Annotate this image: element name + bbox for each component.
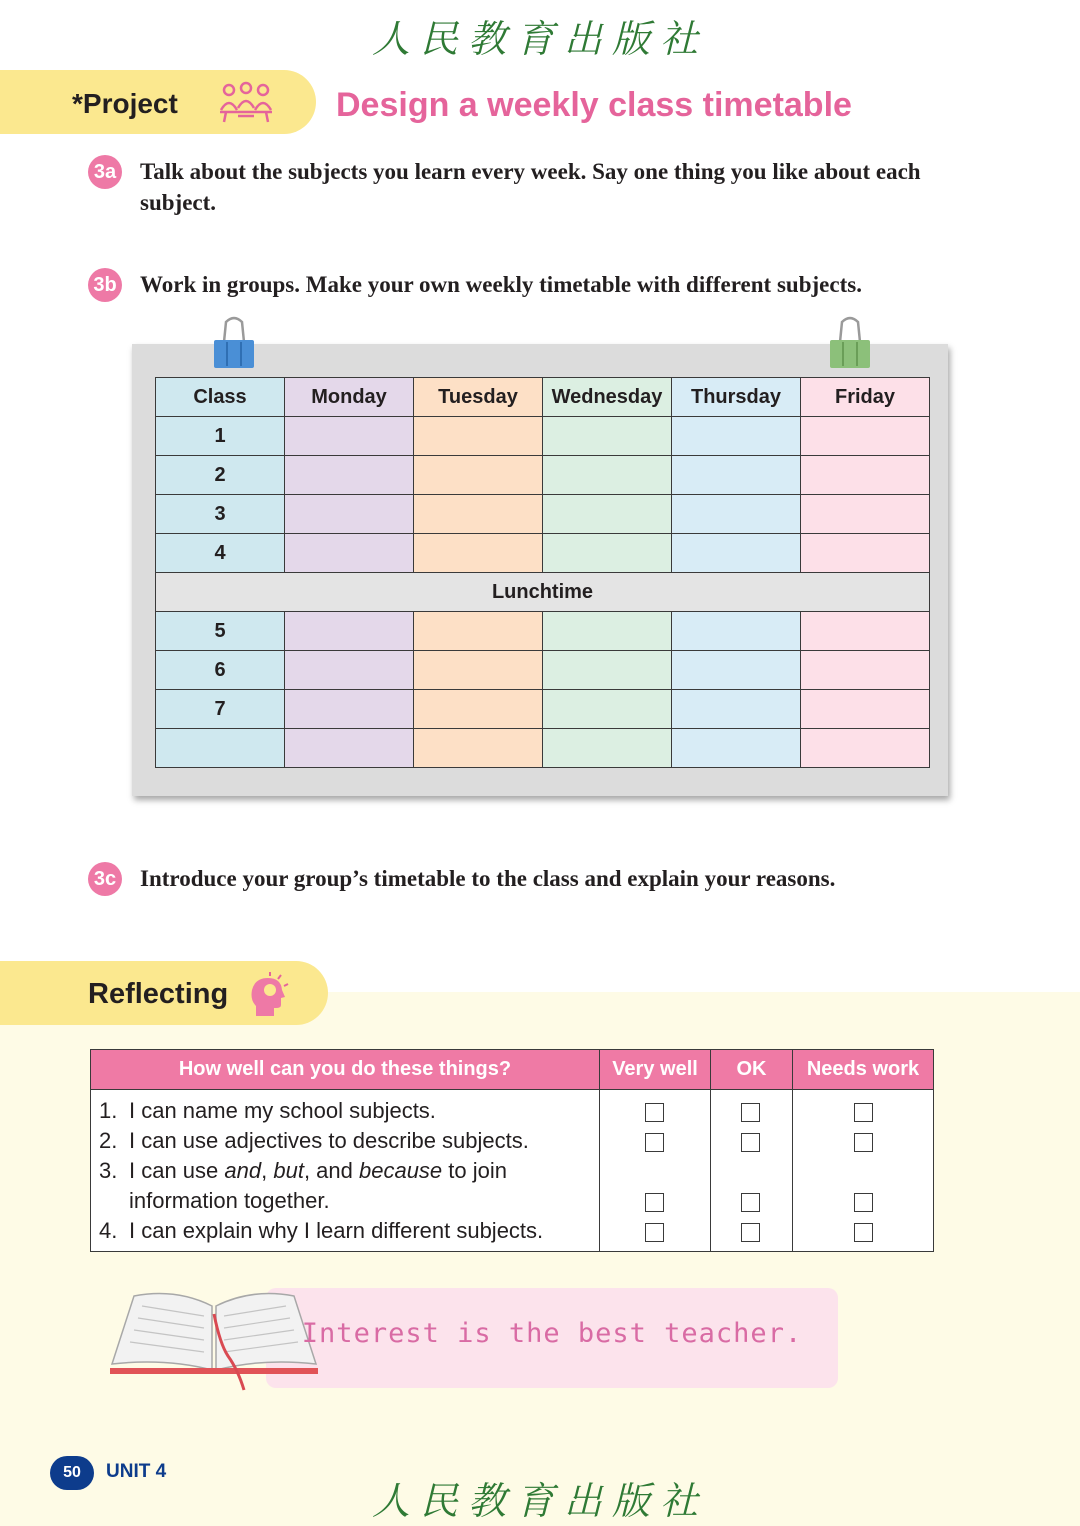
reflecting-label: Reflecting: [88, 978, 229, 1010]
timetable-cell[interactable]: [285, 456, 414, 495]
header-thursday: Thursday: [672, 378, 801, 417]
list-item: [99, 1216, 599, 1246]
header-monday: Monday: [285, 378, 414, 417]
timetable-cell[interactable]: [543, 456, 672, 495]
timetable: [155, 377, 930, 768]
ok-column: [711, 1090, 793, 1252]
timetable-cell[interactable]: [543, 417, 672, 456]
header-needs-work: Needs work: [793, 1050, 934, 1090]
item-text-part: , and: [303, 1158, 359, 1183]
table-row: [156, 612, 930, 651]
checkbox-needs-work-2[interactable]: [854, 1133, 873, 1152]
reflecting-items: [91, 1090, 600, 1252]
head-lightbulb-icon: [248, 970, 292, 1018]
item-text: [129, 1156, 507, 1216]
needs-work-column: [793, 1090, 934, 1252]
item-text: I can name my school subjects.: [129, 1098, 436, 1123]
header-very-well: Very well: [600, 1050, 711, 1090]
checkbox-very-well-3[interactable]: [645, 1193, 664, 1212]
header-ok: OK: [711, 1050, 793, 1090]
timetable-cell[interactable]: [672, 729, 801, 768]
item-text-part: ,: [261, 1158, 274, 1183]
timetable-cell[interactable]: [543, 495, 672, 534]
timetable-cell[interactable]: [801, 651, 930, 690]
project-title: Design a weekly class timetable: [336, 86, 852, 124]
timetable-cell[interactable]: [543, 651, 672, 690]
timetable-cell[interactable]: [414, 534, 543, 573]
timetable-cell[interactable]: [543, 690, 672, 729]
period-label: 1: [156, 417, 285, 456]
checkbox-needs-work-3[interactable]: [854, 1193, 873, 1212]
reflecting-table: [90, 1049, 934, 1252]
period-label: 3: [156, 495, 285, 534]
item-text-part: I can use: [129, 1158, 225, 1183]
timetable-cell[interactable]: [285, 417, 414, 456]
timetable-cell[interactable]: [414, 495, 543, 534]
page-number: 50: [50, 1456, 94, 1490]
project-label: *Project: [72, 88, 178, 119]
period-label: 4: [156, 534, 285, 573]
item-text: I can explain why I learn different subjects.: [129, 1218, 544, 1243]
item-number: 3.: [99, 1158, 118, 1183]
header-tuesday: Tuesday: [414, 378, 543, 417]
timetable-cell[interactable]: [801, 534, 930, 573]
publisher-logo-bottom: 人民教育出版社: [371, 1479, 708, 1523]
badge-3b: 3b: [88, 268, 122, 302]
timetable-cell[interactable]: [801, 690, 930, 729]
checkbox-very-well-2[interactable]: [645, 1133, 664, 1152]
publisher-logo-top: 人民教育出版社: [371, 17, 708, 61]
header-wednesday: Wednesday: [543, 378, 672, 417]
list-item: [99, 1096, 599, 1126]
binder-clip-left-icon: [210, 316, 258, 370]
item-text: I can use adjectives to describe subjects.: [129, 1128, 529, 1153]
quote-text: Interest is the best teacher.: [301, 1318, 803, 1349]
table-row: [156, 690, 930, 729]
timetable-cell[interactable]: [672, 417, 801, 456]
item-number: 2.: [99, 1128, 118, 1153]
very-well-column: [600, 1090, 711, 1252]
timetable-cell[interactable]: [285, 651, 414, 690]
timetable-cell[interactable]: [543, 612, 672, 651]
period-label[interactable]: [156, 729, 285, 768]
checkbox-ok-3[interactable]: [741, 1193, 760, 1212]
checkbox-needs-work-4[interactable]: [854, 1223, 873, 1242]
timetable-cell[interactable]: [672, 534, 801, 573]
header-question: How well can you do these things?: [91, 1050, 600, 1090]
list-item: [99, 1126, 599, 1156]
table-row: [156, 651, 930, 690]
timetable-cell[interactable]: [414, 612, 543, 651]
table-row: [156, 456, 930, 495]
lunchtime-label: Lunchtime: [156, 573, 930, 612]
checkbox-ok-2[interactable]: [741, 1133, 760, 1152]
instruction-3b: Work in groups. Make your own weekly timetable with different subjects.: [140, 272, 862, 297]
timetable-cell[interactable]: [672, 612, 801, 651]
timetable-cell[interactable]: [672, 651, 801, 690]
timetable-cell[interactable]: [801, 417, 930, 456]
list-item: [99, 1156, 599, 1216]
timetable-cell[interactable]: [414, 690, 543, 729]
period-label: 6: [156, 651, 285, 690]
timetable-cell[interactable]: [414, 651, 543, 690]
timetable-header-row: [156, 378, 930, 417]
lunch-row: [156, 573, 930, 612]
timetable-cell[interactable]: [285, 612, 414, 651]
item-text-italic: but: [273, 1158, 304, 1183]
timetable-cell[interactable]: [543, 729, 672, 768]
checkbox-very-well-1[interactable]: [645, 1103, 664, 1122]
item-number: 4.: [99, 1218, 118, 1243]
period-label: 2: [156, 456, 285, 495]
item-text-part: information together.: [129, 1188, 330, 1213]
timetable-cell[interactable]: [801, 456, 930, 495]
timetable-cell[interactable]: [801, 612, 930, 651]
instruction-3a: Talk about the subjects you learn every week. Say one thing you like about each subject.: [140, 159, 921, 215]
timetable-cell[interactable]: [672, 495, 801, 534]
binder-clip-right-icon: [826, 316, 874, 370]
badge-3c: 3c: [88, 862, 122, 896]
instruction-3c: Introduce your group’s timetable to the class and explain your reasons.: [140, 866, 836, 891]
table-row: [156, 495, 930, 534]
item-text-part: to join: [442, 1158, 507, 1183]
timetable-cell[interactable]: [285, 690, 414, 729]
timetable-cell[interactable]: [672, 456, 801, 495]
timetable-cell[interactable]: [543, 534, 672, 573]
group-people-icon: [218, 80, 274, 124]
timetable-cell[interactable]: [285, 495, 414, 534]
checkbox-very-well-4[interactable]: [645, 1223, 664, 1242]
badge-3a: 3a: [88, 155, 122, 189]
table-row: [156, 417, 930, 456]
table-row: [156, 729, 930, 768]
timetable-cell[interactable]: [801, 729, 930, 768]
period-label: 5: [156, 612, 285, 651]
item-text-italic: because: [358, 1158, 443, 1183]
timetable-cell[interactable]: [801, 495, 930, 534]
timetable-cell[interactable]: [285, 534, 414, 573]
checkbox-ok-1[interactable]: [741, 1103, 760, 1122]
timetable-cell[interactable]: [672, 690, 801, 729]
item-number: 1.: [99, 1098, 118, 1123]
reflecting-header-row: [91, 1050, 934, 1090]
timetable-cell[interactable]: [414, 729, 543, 768]
period-label: 7: [156, 690, 285, 729]
item-text-italic: and: [224, 1158, 262, 1183]
header-class: Class: [156, 378, 285, 417]
unit-label: UNIT 4: [106, 1461, 167, 1482]
timetable-cell[interactable]: [414, 417, 543, 456]
table-row: [156, 534, 930, 573]
reflecting-body-row: [91, 1090, 934, 1252]
header-friday: Friday: [801, 378, 930, 417]
timetable-cell[interactable]: [414, 456, 543, 495]
checkbox-ok-4[interactable]: [741, 1223, 760, 1242]
checkbox-needs-work-1[interactable]: [854, 1103, 873, 1122]
timetable-cell[interactable]: [285, 729, 414, 768]
